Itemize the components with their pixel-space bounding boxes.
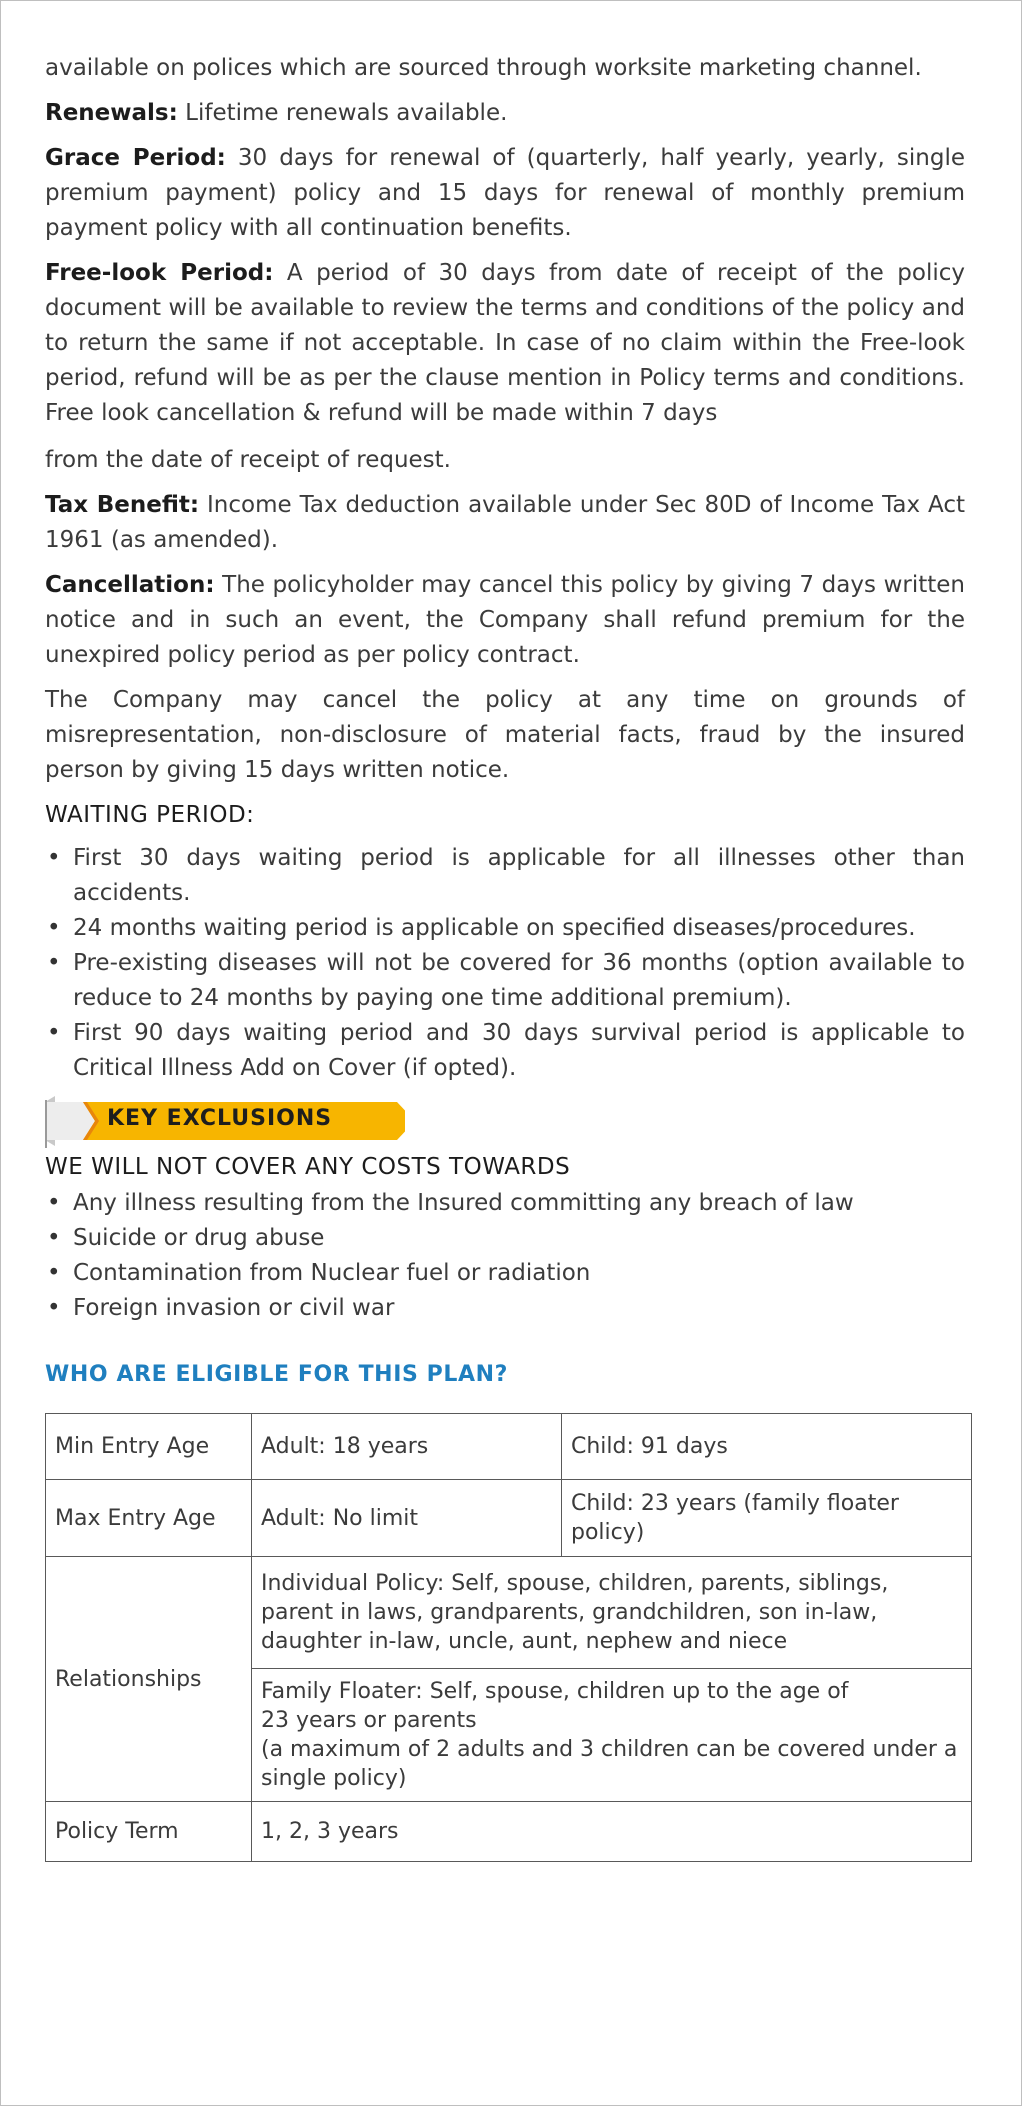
key-exclusions-label: KEY EXCLUSIONS <box>107 1106 333 1131</box>
free-look-label: Free-look Period: <box>45 260 274 286</box>
grace-period-paragraph <box>45 141 965 246</box>
min-entry-age-label: Min Entry Age <box>46 1414 252 1480</box>
renewals-label: Renewals: <box>45 100 178 126</box>
free-look-continuation: from the date of receipt of request. <box>45 447 451 473</box>
family-floater-relationships <box>252 1669 972 1802</box>
renewals-paragraph <box>45 96 965 131</box>
family-floater-line: (a maximum of 2 adults and 3 children can be covered under a single policy) <box>261 1737 958 1791</box>
table-row <box>46 1557 972 1669</box>
max-entry-child: Child: 23 years (family floater policy) <box>562 1480 972 1557</box>
cancellation-label: Cancellation: <box>45 572 215 598</box>
list-item: • 24 months waiting period is applicable on specified diseases/procedures. <box>45 911 965 946</box>
list-item: • First 30 days waiting period is applicable for all illnesses other than accidents. <box>45 841 965 911</box>
min-entry-adult: Adult: 18 years <box>252 1414 562 1480</box>
table-row <box>46 1802 972 1862</box>
list-item: • Pre-existing diseases will not be covered for 36 months (option available to reduce to 24 months by paying one time additional premium). <box>45 946 965 1016</box>
policy-term-label: Policy Term <box>46 1802 252 1862</box>
relationships-label: Relationships <box>46 1557 252 1802</box>
grace-period-text: 30 days for renewal of (quarterly, half yearly, yearly, single premium payment) policy and 15 days for renewal of monthly premium payment policy with all continuation benefits. <box>45 145 965 241</box>
free-look-paragraph <box>45 256 965 431</box>
tax-benefit-paragraph <box>45 488 965 558</box>
individual-policy-relationships: Individual Policy: Self, spouse, children, parents, siblings, parent in laws, grandparents, grandchildren, son in-law, daughter in-law, uncle, aunt, nephew and niece <box>252 1557 972 1669</box>
policy-term-value: 1, 2, 3 years <box>252 1802 972 1862</box>
cancellation-text: The policyholder may cancel this policy by giving 7 days written notice and in such an event, the Company shall refund premium for the unexpired policy period as per policy contract. <box>45 572 965 668</box>
list-item: • Contamination from Nuclear fuel or radiation <box>45 1256 965 1291</box>
list-item: • Suicide or drug abuse <box>45 1221 965 1256</box>
tax-benefit-label: Tax Benefit: <box>45 492 200 518</box>
family-floater-line: 23 years or parents <box>261 1708 477 1733</box>
table-row <box>46 1414 972 1480</box>
max-entry-adult: Adult: No limit <box>252 1480 562 1557</box>
cancellation-paragraph <box>45 568 965 673</box>
waiting-period-list <box>45 841 965 1086</box>
min-entry-child: Child: 91 days <box>562 1414 972 1480</box>
eligibility-title: WHO ARE ELIGIBLE FOR THIS PLAN? <box>45 1362 509 1387</box>
list-item: • Foreign invasion or civil war <box>45 1291 965 1326</box>
max-entry-age-label: Max Entry Age <box>46 1480 252 1557</box>
company-cancellation-paragraph: The Company may cancel the policy at any time on grounds of misrepresentation, non-disclosure of material facts, fraud by the insured person by giving 15 days written notice. <box>45 687 965 783</box>
list-item: • Any illness resulting from the Insured committing any breach of law <box>45 1186 965 1221</box>
table-row <box>46 1480 972 1557</box>
key-exclusions-ribbon <box>45 1092 965 1150</box>
exclusions-list <box>45 1186 965 1326</box>
exclusions-heading: WE WILL NOT COVER ANY COSTS TOWARDS <box>45 1154 571 1180</box>
renewals-text: Lifetime renewals available. <box>177 100 508 126</box>
waiting-period-heading: WAITING PERIOD: <box>45 802 255 828</box>
eligibility-table <box>45 1413 972 1862</box>
intro-text: available on polices which are sourced through worksite marketing channel. <box>45 55 922 81</box>
tax-benefit-text: Income Tax deduction available under Sec 80D of Income Tax Act 1961 (as amended). <box>45 492 966 553</box>
family-floater-line: Family Floater: Self, spouse, children up to the age of <box>261 1679 849 1704</box>
free-look-text: A period of 30 days from date of receipt of the policy document will be available to review the terms and conditions of the policy and to return the same if not acceptable. In case of no claim within the Free-look period, refund will be as per the clause mention in Policy terms and conditions. Free look cancellation & refund will be made within 7 days <box>45 260 965 426</box>
grace-period-label: Grace Period: <box>45 145 226 171</box>
list-item: • First 90 days waiting period and 30 days survival period is applicable to Critical Illness Add on Cover (if opted). <box>45 1016 965 1086</box>
